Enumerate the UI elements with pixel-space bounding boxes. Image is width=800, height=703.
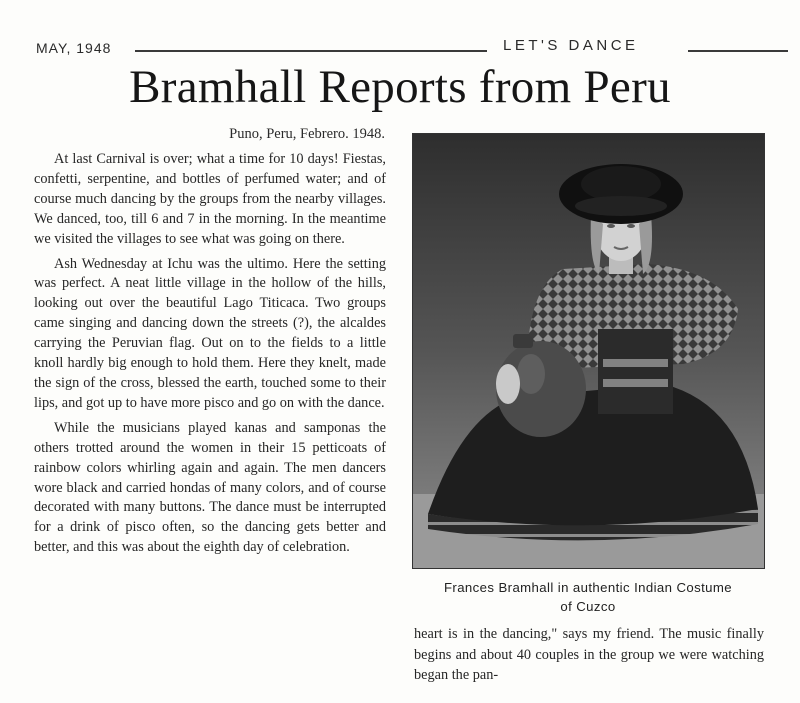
article-title: Bramhall Reports from Peru [129, 61, 671, 113]
article-paragraph-2: Ash Wednesday at Ichu was the ultimo. Here the setting was perfect. A neat little village in the hollow of the hills, looking out over the beautiful Lago Titicaca. Two groups came singing and dancing down the streets (?), the alcaldes carrying the Peruvian flag. Out on to the fields to a little knoll hardly big enough to hold them. Here they knelt, made the sign of the cross, blessed the earth, touched some to their lips, and got up to have more pisco and go on with the dance. [34, 255, 386, 411]
header-rule-right [688, 50, 788, 52]
article-continued-text: heart is in the dancing," says my friend. The music finally begins and about 40 couples in the group we were watching began the pan- [414, 626, 764, 683]
portrait-illustration [413, 134, 764, 568]
article-paragraph-3: While the musicians played kanas and samponas the others trotted around the women in their 15 petticoats of rainbow colors whirling again and again. The men dancers wore black and carried hondas of many colors, and of course decorated with many buttons. The dance must be interrupted for a drink of pisco often, so the dancing gets better and better, and this was about the eighth day of celebration. [34, 419, 386, 556]
magazine-name: LET'S DANCE [503, 37, 639, 54]
article-column-right [414, 624, 764, 686]
header-rule-left [135, 50, 487, 52]
article-paragraph-1: At last Carnival is over; what a time for 10 days! Fiestas, confetti, serpentine, and bottles of perfumed water; and of course much dancing by the groups from the nearby villages. We danced, too, till 6 and 7 in the morning. In the meantime we visited the villages to see what was going on there. [34, 151, 386, 247]
article-dateline: Puno, Peru, Febrero. 1948. [229, 126, 385, 142]
portrait-photo [412, 133, 765, 569]
article-column-left [34, 150, 386, 563]
issue-date: MAY, 1948 [36, 40, 112, 56]
photo-caption-line-1: Frances Bramhall in authentic Indian Costume [443, 580, 733, 595]
photo-caption-line-2: of Cuzco [560, 599, 616, 614]
photo-caption [412, 578, 764, 616]
